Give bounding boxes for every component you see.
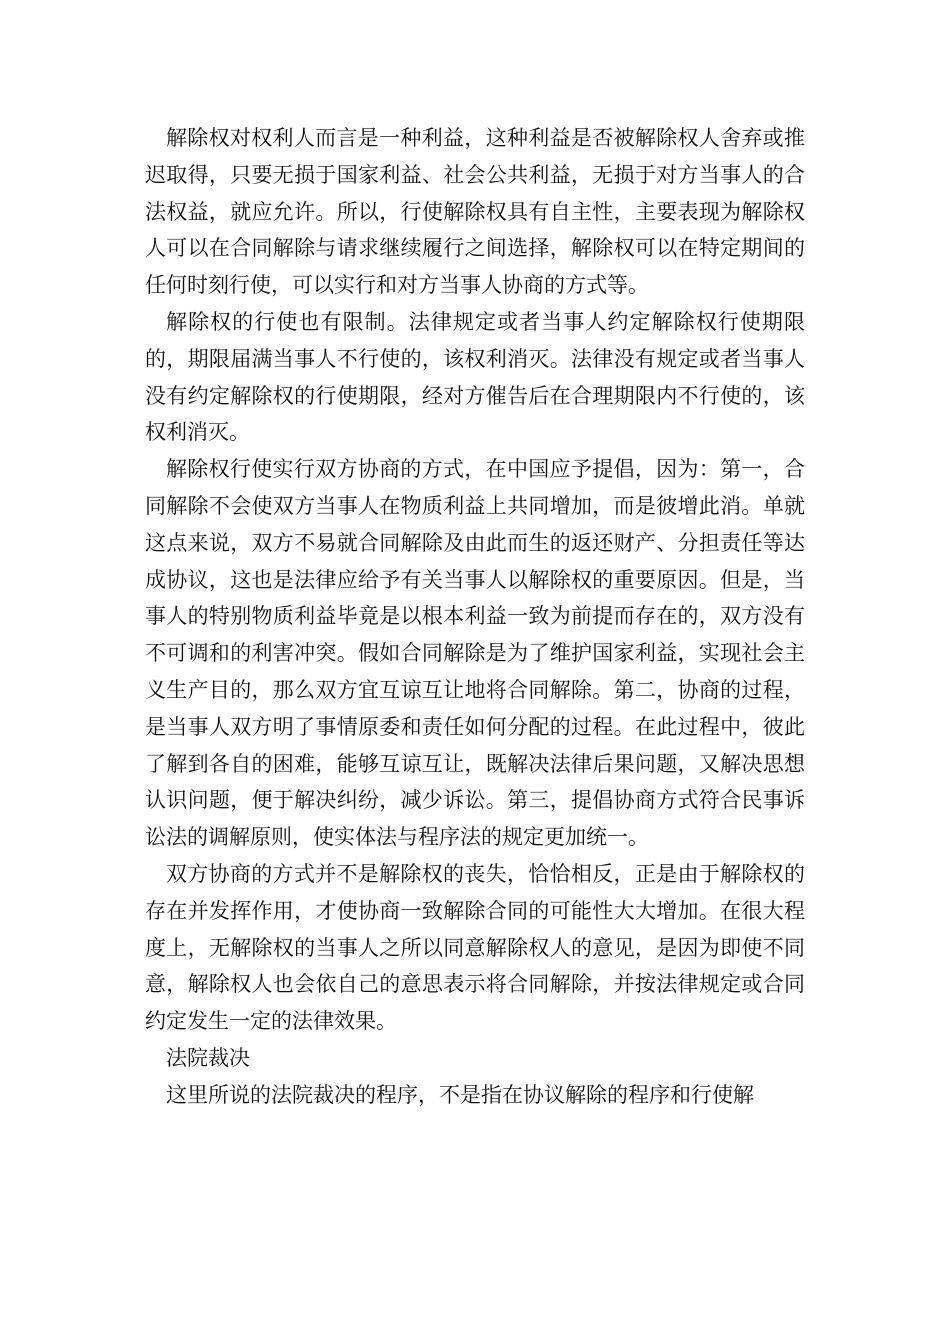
paragraph-exercise-limits: 解除权的行使也有限制。法律规定或者当事人约定解除权行使期限的，期限届满当事人不行使的，该权利消灭。法律没有规定或者当事人没有约定解除权的行使期限，经对方催告后在合理期限内不行使的，该权利消灭。 [145,309,805,445]
paragraph-negotiation-effect: 双方协商的方式并不是解除权的丧失，恰恰相反，正是由于解除权的存在并发挥作用，才使协商一致解除合同的可能性大大增加。在很大程度上，无解除权的当事人之所以同意解除权人的意见，是因为即使不同意，解除权人也会依自己的意思表示将合同解除，并按法律规定或合同约定发生一定的法律效果。 [145,861,805,1034]
section-heading-court-ruling: 法院裁决 [166,1045,250,1070]
paragraph-negotiation: 解除权行使实行双方协商的方式，在中国应予提倡，因为：第一，合同解除不会使双方当事人在物质利益上共同增加，而是彼增此消。单就这点来说，双方不易就合同解除及由此而生的返还财产、分担责任等达成协议，这也是法律应给予有关当事人以解除权的重要原因。但是，当事人的特别物质利益毕竟是以根本利益一致为前提而存在的，双方没有不可调和的利害冲突。假如合同解除是为了维护国家利益，实现社会主义生产目的，那么双方宜互谅互让地将合同解除。第二，协商的过程，是当事人双方明了事情原委和责任如何分配的过程。在此过程中，彼此了解到各自的困难，能够互谅互让，既解决法律后果问题，又解决思想认识问题，便于解决纠纷，减少诉讼。第三，提倡协商方式符合民事诉讼法的调解原则，使实体法与程序法的规定更加统一。 [145,457,805,850]
paragraph-exercise-autonomy: 解除权对权利人而言是一种利益，这种利益是否被解除权人舍弃或推迟取得，只要无损于国家利益、社会公共利益，无损于对方当事人的合法权益，就应允许。所以，行使解除权具有自主性，主要表现为解除权人可以在合同解除与请求继续履行之间选择，解除权可以在特定期间的任何时刻行使，可以实行和对方当事人协商的方式等。 [145,126,805,298]
document-page [145,120,805,1114]
paragraph-court-ruling: 这里所说的法院裁决的程序，不是指在协议解除的程序和行使解 [166,1082,754,1107]
